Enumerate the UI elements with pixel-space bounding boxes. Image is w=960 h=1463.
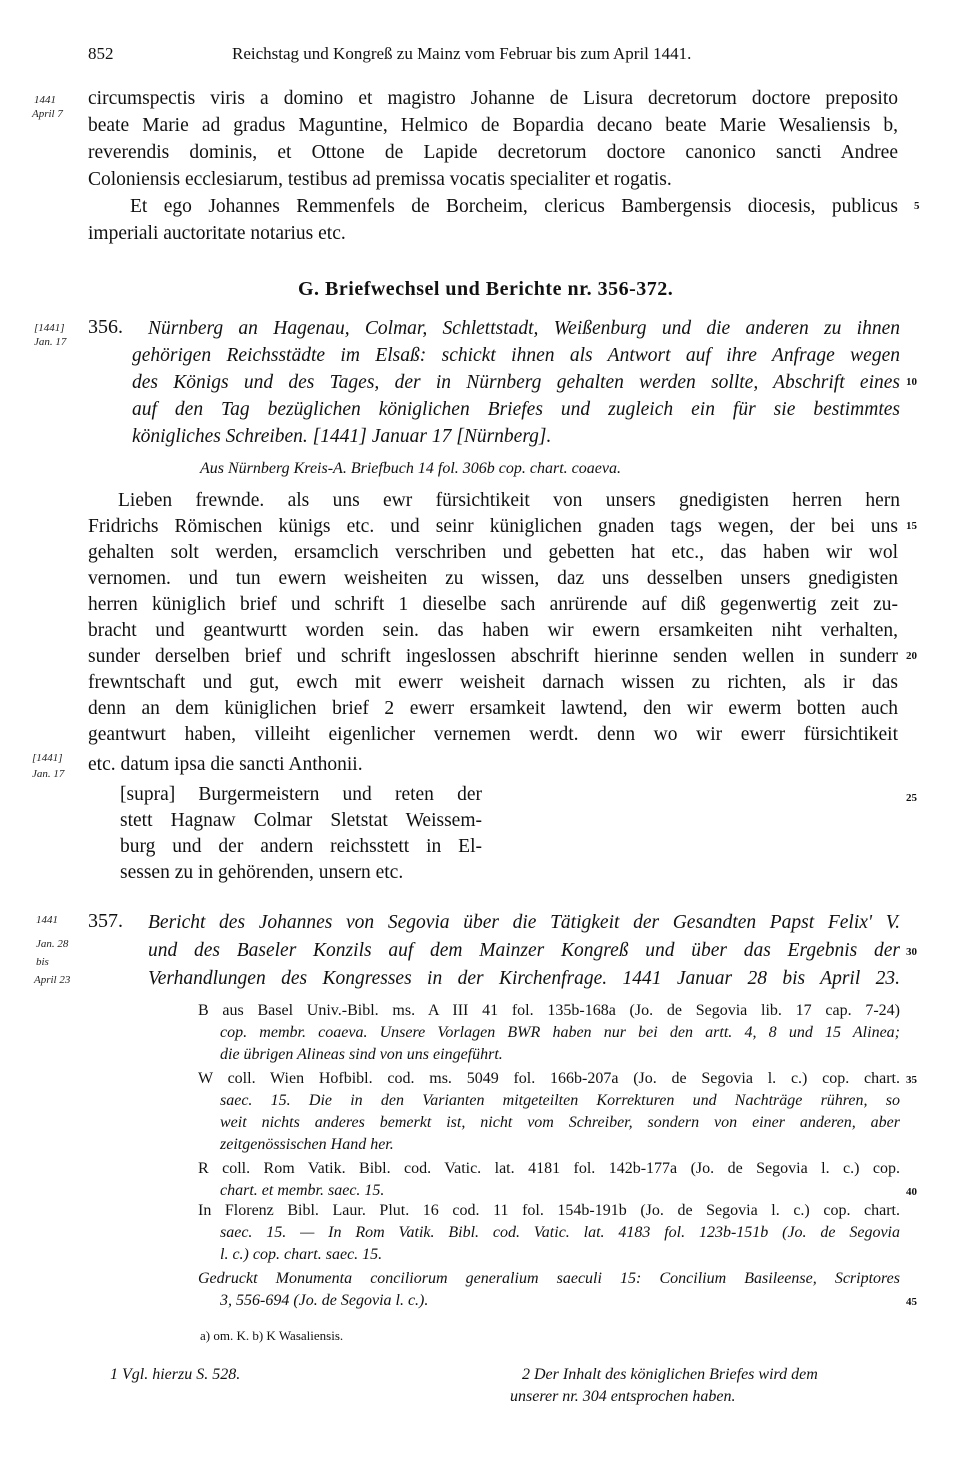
line-number: 35 — [906, 1074, 917, 1086]
intro-line: reverendis dominis, et Ottone de Lapide decretorum doctore canonico sancti Andree — [88, 142, 898, 163]
document-title-line: gehörigen Reichsstädte im Elsaß: schickt ihnen als Antwort auf ihre Anfrage wegen — [132, 345, 900, 366]
margin-year: [1441] — [32, 752, 63, 764]
line-number: 5 — [914, 200, 920, 212]
running-title: Reichstag und Kongreß zu Mainz vom Februar bis zum April 1441. — [232, 44, 692, 63]
document-title-line: auf den Tag bezüglichen königlichen Briefes und zugleich ein für sie bestimmtes — [132, 399, 900, 420]
line-number: 45 — [906, 1296, 917, 1308]
document-title-line: Verhandlungen des Kongresses in der Kirchenfrage. 1441 Januar 28 bis April 23. — [148, 968, 900, 989]
source-line: weit nichts anderes bemerkt ist, nicht vom Schreiber, sondern von einer anderen, aber — [220, 1114, 900, 1131]
address-line: sessen zu in gehörenden, unsern etc. — [120, 862, 404, 883]
body-line: vernomen. und tun ewern weisheiten zu wissen, daz uns desselben unsers gnedigisten — [88, 568, 898, 589]
document-number: 357. — [88, 910, 123, 932]
body-line: geantwurt haben, villeiht eigenlicher vernemen werdt. denn wo wir ewerr fürsichtikeit — [88, 724, 898, 745]
margin-year: [1441] — [34, 322, 65, 334]
body-line: etc. datum ipsa die sancti Anthonii. — [88, 754, 363, 775]
variant-apparatus: a) om. K. b) K Wasaliensis. — [200, 1328, 344, 1343]
line-number: 10 — [906, 376, 917, 388]
body-line: bracht und geantwurtt worden sein. das haben wir ewern ersamkeiten niht verhalten, — [88, 620, 898, 641]
source-line: Gedruckt Monumenta conciliorum generalium saeculi 15: Concilium Basileense, Scriptores — [198, 1270, 900, 1287]
margin-year: 1441 — [36, 914, 58, 926]
source-line: cop. membr. coaeva. Unsere Vorlagen BWR haben nur bei den artt. 4, 8 und 15 Alinea; — [220, 1024, 900, 1041]
margin-date: Jan. 17 — [34, 336, 67, 348]
document-title-line: Bericht des Johannes von Segovia über die Tätigkeit der Gesandten Papst Felix' V. — [148, 912, 900, 933]
address-line: burg und der andern reichsstett in El- — [120, 836, 482, 857]
intro-line: circumspectis viris a domino et magistro Johanne de Lisura decretorum doctore preposito — [88, 88, 898, 109]
intro-line: imperiali auctoritate notarius etc. — [88, 223, 346, 244]
source-line: die übrigen Alineas sind von uns eingeführt. — [220, 1046, 503, 1063]
margin-date: April 23 — [34, 974, 71, 986]
body-line: Lieben frewnde. als uns ewr fürsichtikeit von unsers gnedigisten herren hern — [118, 490, 900, 511]
document-number: 356. — [88, 316, 123, 338]
address-line: stett Hagnaw Colmar Sletstat Weissem- — [120, 810, 482, 831]
page-number: 852 — [88, 44, 114, 63]
source-line: B aus Basel Univ.-Bibl. ms. A III 41 fol. 135b-168a (Jo. de Segovia lib. 17 cap. 7-24) — [198, 1002, 900, 1019]
body-line: sunder derselben brief und schrift ingeslossen abschrift hierinne senden wellen in sunderr — [88, 646, 898, 667]
body-line: denn an dem küniglichen brief 2 ewerr ersamkeit lawtend, den wir ewerm botten auch — [88, 698, 898, 719]
body-line: frewntschaft und gut, ewch mit ewerr weisheit darnach wissen zu richten, als ir das — [88, 672, 898, 693]
margin-bis: bis — [36, 956, 49, 968]
source-line: zeitgenössischen Hand her. — [220, 1136, 394, 1153]
source-note: Aus Nürnberg Kreis-A. Briefbuch 14 fol. 306b cop. chart. coaeva. — [200, 460, 621, 477]
document-title-line: und des Baseler Konzils auf dem Mainzer Kongreß und über das Ergebnis der — [148, 940, 900, 961]
source-line: l. c.) cop. chart. saec. 15. — [220, 1246, 383, 1263]
body-line: herren küniglich brief und schrift 1 dieselbe sach anrürende auf diß gegenwertig zeit zu- — [88, 594, 898, 615]
section-title: G. Briefwechsel und Berichte nr. 356-372. — [298, 278, 674, 300]
source-line: W coll. Wien Hofbibl. cod. ms. 5049 fol. 166b-207a (Jo. de Segovia l. c.) cop. chart. — [198, 1070, 900, 1087]
intro-line: Coloniensis ecclesiarum, testibus ad premissa vocatis specialiter et rogatis. — [88, 169, 672, 190]
source-line: 3, 556-694 (Jo. de Segovia l. c.). — [220, 1292, 429, 1309]
source-line: chart. et membr. saec. 15. — [220, 1182, 385, 1199]
line-number: 40 — [906, 1186, 917, 1198]
margin-date: April 7 — [32, 108, 63, 120]
document-title-line: des Königs und des Tages, der in Nürnberg gehalten werden sollte, Abschrift eines — [132, 372, 900, 393]
margin-date: Jan. 28 — [36, 938, 69, 950]
source-line: R coll. Rom Vatik. Bibl. cod. Vatic. lat. 4181 fol. 142b-177a (Jo. de Segovia l. c.) cop. — [198, 1160, 900, 1177]
line-number: 25 — [906, 792, 917, 804]
line-number: 20 — [906, 650, 917, 662]
footnote-2-cont: unserer nr. 304 entsprochen haben. — [510, 1388, 736, 1405]
intro-line: Et ego Johannes Remmenfels de Borcheim, clericus Bambergensis diocesis, publicus — [130, 196, 898, 217]
address-line: [supra] Burgermeistern und reten der — [120, 784, 482, 805]
source-line: saec. 15. Die in den Varianten mitgeteilten Korrekturen und Nachträge rühren, so — [220, 1092, 900, 1109]
source-line: saec. 15. — In Rom Vatik. Bibl. cod. Vatic. lat. 4183 fol. 123b-151b (Jo. de Segovia — [220, 1224, 900, 1241]
body-line: gehalten solt werden, ersamclich verschriben und gebetten hat etc., das haben wir wol — [88, 542, 898, 563]
line-number: 30 — [906, 946, 917, 958]
document-title-line: Nürnberg an Hagenau, Colmar, Schlettstadt, Weißenburg und die anderen zu ihnen — [148, 318, 900, 339]
margin-year: 1441 — [34, 94, 56, 106]
line-number: 15 — [906, 520, 917, 532]
footnote-1: 1 Vgl. hierzu S. 528. — [110, 1366, 241, 1383]
body-line: Fridrichs Römischen künigs etc. und seinr küniglichen gnaden tags wegen, der bei uns — [88, 516, 898, 537]
footnote-2: 2 Der Inhalt des königlichen Briefes wird dem — [522, 1366, 818, 1383]
document-title-line: königliches Schreiben. [1441] Januar 17 [Nürnberg]. — [132, 426, 552, 447]
margin-date: Jan. 17 — [32, 768, 65, 780]
source-line: In Florenz Bibl. Laur. Plut. 16 cod. 11 fol. 154b-191b (Jo. de Segovia l. c.) cop. chart. — [198, 1202, 900, 1219]
intro-line: beate Marie ad gradus Maguntine, Helmico de Bopardia decano beate Marie Wesaliensis b, — [88, 115, 898, 136]
